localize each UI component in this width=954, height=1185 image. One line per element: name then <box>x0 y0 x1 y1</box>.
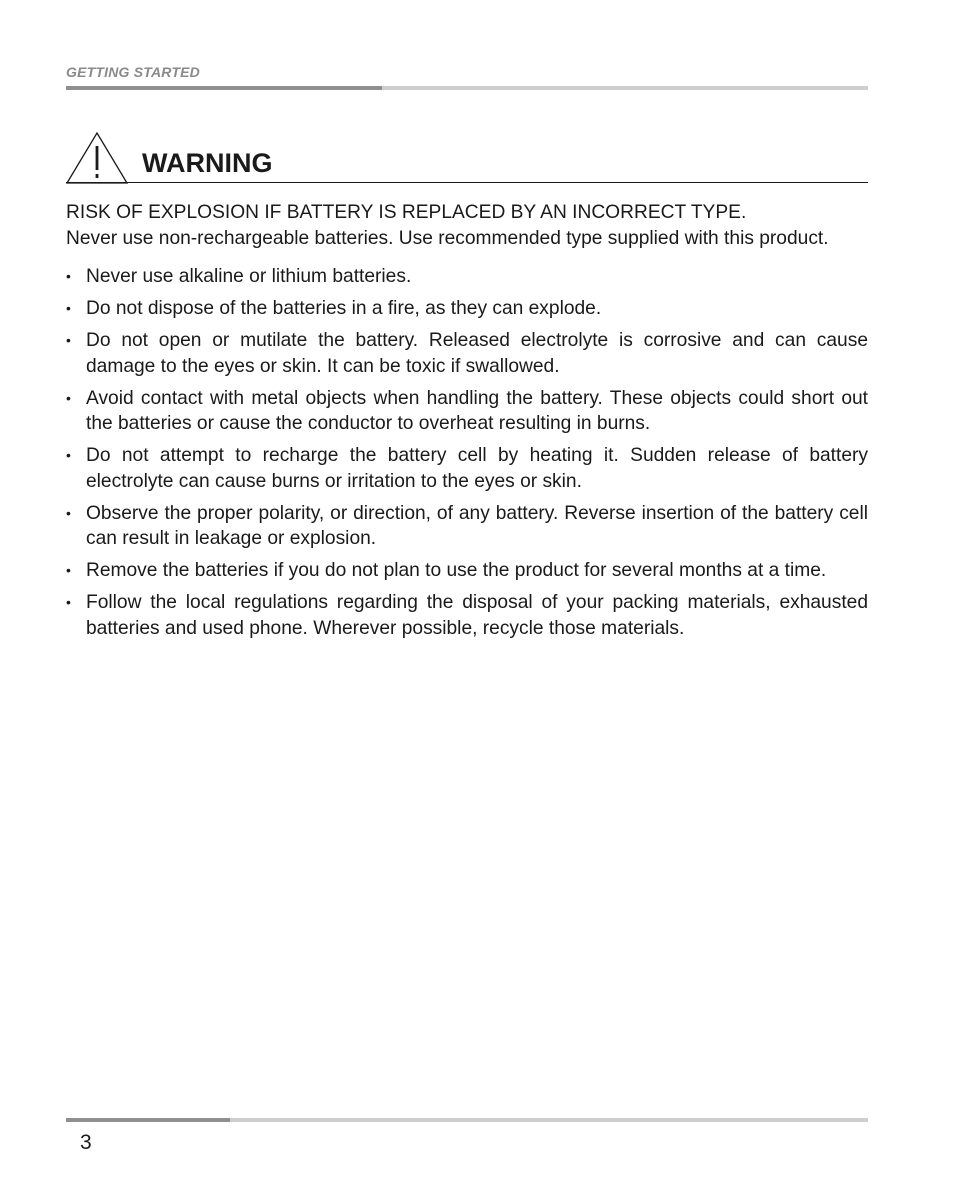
bullet-icon: • <box>66 447 71 463</box>
intro-paragraph: Never use non-rechargeable batteries. Use recommended type supplied with this product. <box>66 227 829 249</box>
list-item <box>66 328 868 379</box>
list-item-text: Follow the local regulations regarding the disposal of your packing materials, exhausted batteries and used phone. Wherever possible, recycle those materials. <box>86 592 868 639</box>
header-rule-dark-segment <box>66 86 382 90</box>
list-item <box>66 296 868 322</box>
header-rule <box>66 86 868 90</box>
footer-rule <box>66 1118 868 1122</box>
list-item <box>66 558 868 584</box>
list-item-text: Do not dispose of the batteries in a fire, as they can explode. <box>86 298 602 319</box>
page-number: 3 <box>80 1131 92 1154</box>
warning-triangle-icon <box>66 132 128 184</box>
bullet-icon: • <box>66 504 71 521</box>
bullet-icon: • <box>66 268 71 284</box>
warning-content <box>66 200 868 648</box>
list-item-text: Observe the proper polarity, or direction, of any battery. Reverse insertion of the battery cell can result in leakage or explosion. <box>86 502 868 549</box>
list-item-text: Remove the batteries if you do not plan to use the product for several months at a time. <box>86 560 827 581</box>
list-item <box>66 501 868 552</box>
warning-bullet-list <box>66 264 868 641</box>
footer-rule-dark-segment <box>66 1118 230 1122</box>
bullet-icon: • <box>66 332 71 348</box>
list-item-text: Avoid contact with metal objects when handling the battery. These objects could short out the batteries or cause the conductor to overheat resulting in burns. <box>86 387 868 434</box>
footer-rule-light-segment <box>230 1118 868 1122</box>
list-item-text: Do not attempt to recharge the battery cell by heating it. Sudden release of battery electrolyte can cause burns or irritation to the eyes or skin. <box>86 445 868 492</box>
bullet-icon: • <box>66 300 71 316</box>
bullet-icon: • <box>66 562 71 578</box>
warning-heading <box>66 130 868 183</box>
section-label: GETTING STARTED <box>66 64 200 80</box>
list-item <box>66 443 868 494</box>
risk-statement: RISK OF EXPLOSION IF BATTERY IS REPLACED BY AN INCORRECT TYPE. <box>66 202 747 223</box>
bullet-icon: • <box>66 594 71 610</box>
header-rule-light-segment <box>382 86 868 90</box>
bullet-icon: • <box>66 389 71 406</box>
warning-title: WARNING <box>142 148 273 178</box>
list-item <box>66 590 868 641</box>
list-item <box>66 264 868 290</box>
list-item <box>66 386 868 437</box>
list-item-text: Do not open or mutilate the battery. Released electrolyte is corrosive and can cause damage to the eyes or skin. It can be toxic if swallowed. <box>86 330 868 377</box>
list-item-text: Never use alkaline or lithium batteries. <box>86 266 412 287</box>
